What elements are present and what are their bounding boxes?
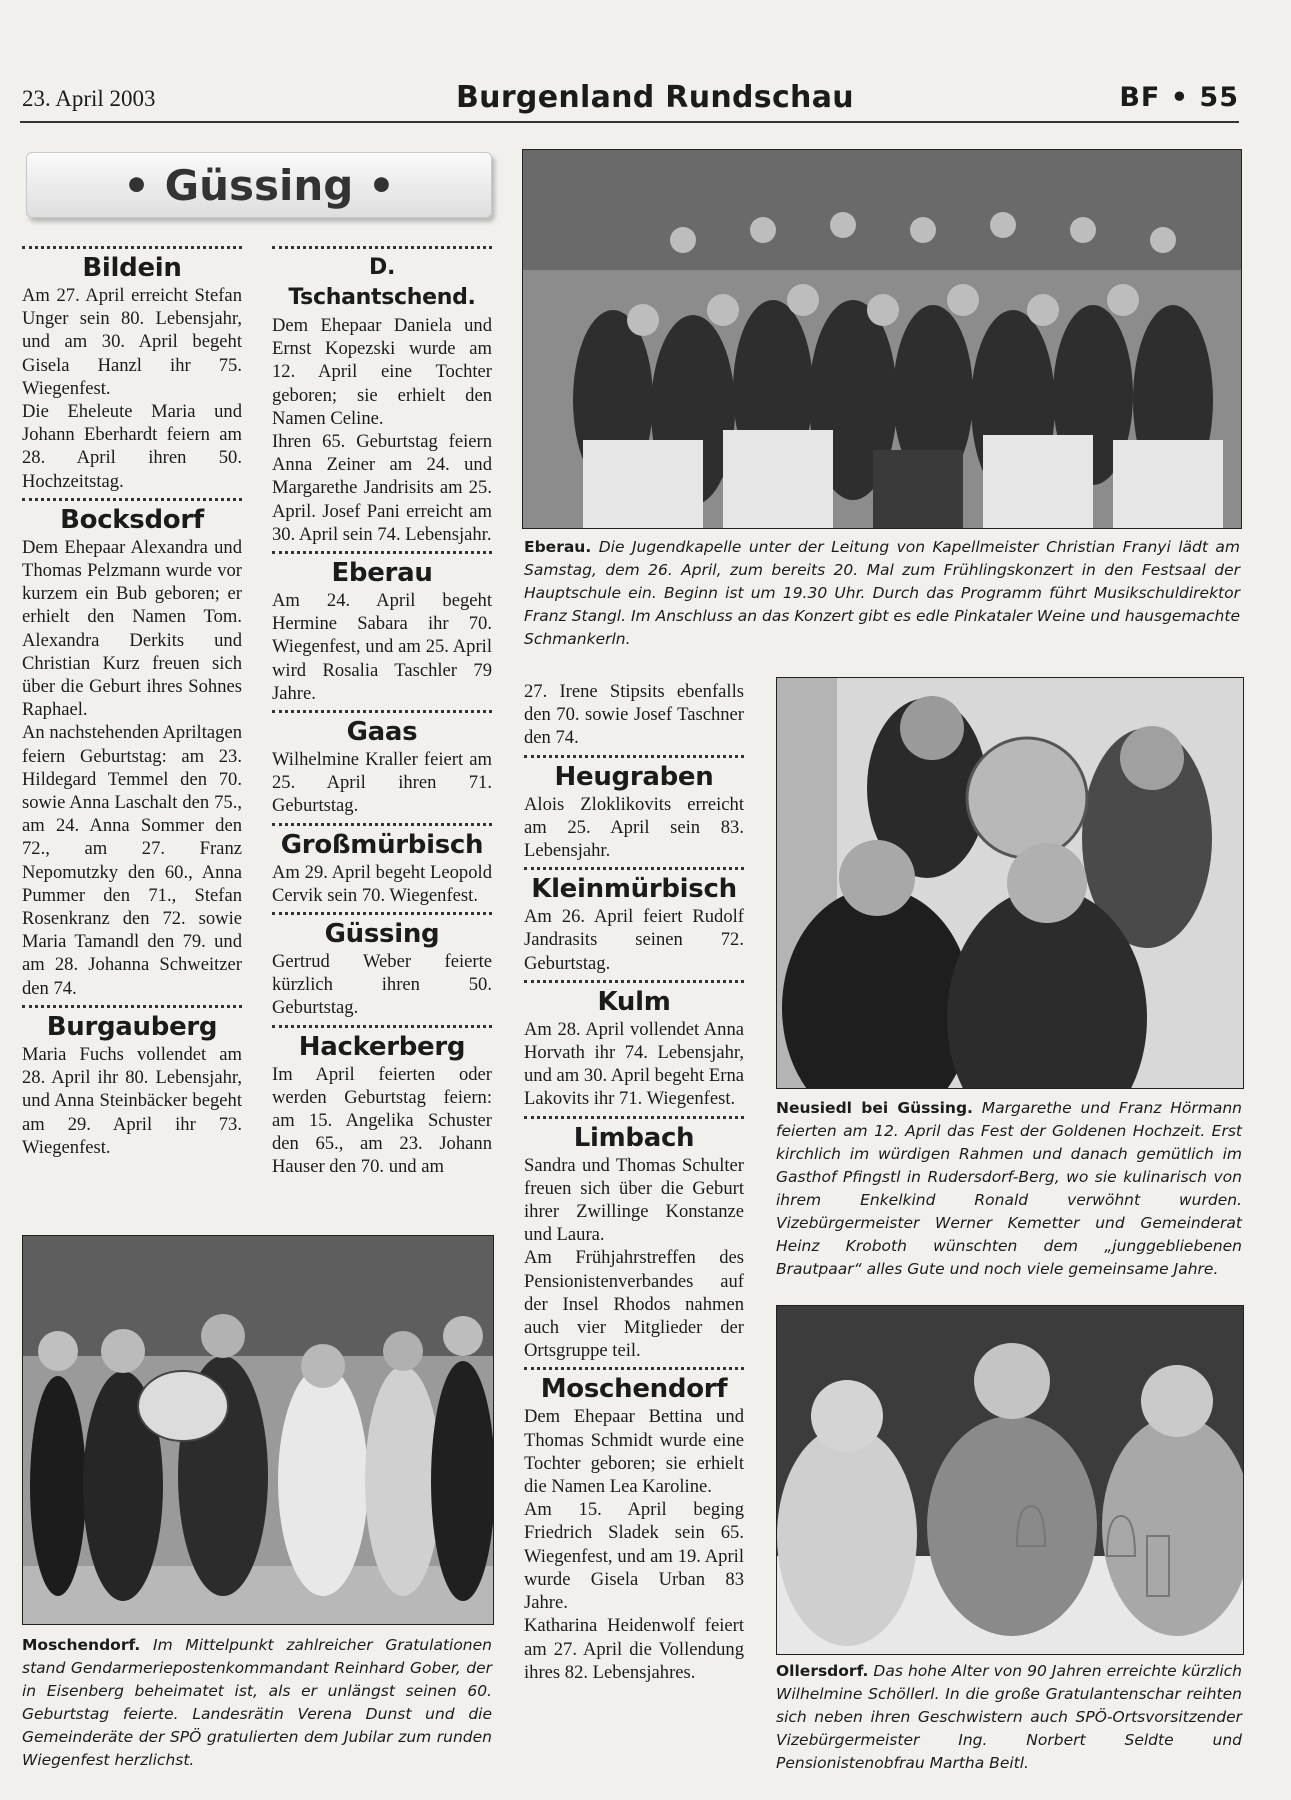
heading-burgauberg: Burgauberg <box>46 1011 218 1042</box>
text-bildein-2: Die Eheleute Maria und Johann Eberhardt feiern am 28. April ihren 50. Hochzeitstag. <box>22 401 242 492</box>
header-rule <box>20 121 1239 123</box>
heading-gaas: Gaas <box>346 717 418 748</box>
dotted-divider <box>524 980 744 983</box>
photo-neusiedl-illustration <box>777 678 1243 1088</box>
dotted-divider <box>22 246 242 249</box>
caption-ollersdorf <box>776 1660 1242 1775</box>
heading-limbach: Limbach <box>573 1122 695 1153</box>
dotted-divider <box>22 498 242 501</box>
text-gaas: Wilhelmine Kraller feiert am 25. April ihren 71. Geburtstag. <box>272 749 492 817</box>
caption-eberau-place: Eberau. <box>524 538 592 556</box>
newspaper-title: Burgenland Rundschau <box>456 80 854 115</box>
dotted-divider <box>524 867 744 870</box>
text-bildein: Am 27. April erreicht Stefan Unger sein 80. Lebensjahr, und am 30. April begeht Gisela Hanzl ihr 75. Wiegenfest. <box>22 285 242 399</box>
caption-neusiedl-text: Margarethe und Franz Hörmann feierten am 12. April das Fest der Goldenen Hochzeit. Erst kirchlich im würdigen Rahmen und danach gemütlich im Gasthof Pfingstl in Rudersdorf-Berg, wo sie kulinarisch von ihrem Enkelkind Ronald verwöhnt wurden. Vizebürgermeister Werner Kemetter und Gemeinderat Heinz Kroboth wünschten dem „junggebliebenen Brautpaar“ alles Gute und noch viele gemeinsame Jahre. <box>776 1099 1242 1278</box>
photo-moschendorf-illustration <box>23 1236 493 1624</box>
photo-ollersdorf-birthday <box>776 1305 1244 1655</box>
caption-eberau-text: Die Jugendkapelle unter der Leitung von Kapellmeister Christian Franyi lädt am Samstag, dem 26. April, zum bereits 20. Mal zum Frühlingskonzert in den Festsaal der Hauptschule ein. Beginn ist um 19.30 Uhr. Durch das Programm führt Musikschuldirektor Franz Stangl. Im Anschluss an das Konzert gibt es edle Pinkataler Weine und hausgemachte Schmankerln. <box>524 538 1240 648</box>
text-hackerberg-continued: 27. Irene Stipsits ebenfalls den 70. sowie Josef Taschner den 74. <box>524 681 744 749</box>
dotted-divider <box>272 912 492 915</box>
heading-moschendorf: Moschendorf <box>540 1374 728 1405</box>
heading-guessing: Güssing <box>324 919 440 950</box>
page-number: BF • 55 <box>1119 82 1239 113</box>
text-guessing: Gertrud Weber feierte kürzlich ihren 50. Geburtstag. <box>272 951 492 1019</box>
heading-grossmuerbisch: Großmürbisch <box>280 829 484 860</box>
dotted-divider <box>524 1367 744 1370</box>
text-kleinmuerbisch: Am 26. April feiert Rudolf Jandrasits seinen 72. Geburtstag. <box>524 906 744 974</box>
text-burgauberg: Maria Fuchs vollendet am 28. April ihr 80. Lebensjahr, und Anna Steinbäcker begeht am 29. April ihr 73. Wiegenfest. <box>22 1043 242 1158</box>
text-deutsch-tschantschendorf: Dem Ehepaar Daniela und Ernst Kopezski wurde am 12. April eine Tochter geboren; sie erhielt den Namen Celine. <box>272 315 492 429</box>
text-bocksdorf: Dem Ehepaar Alexandra und Thomas Pelzmann wurde vor kurzem ein Bub geboren; er erhielt den Namen Tom. Alexandra Derkits und Christian Kurz freuen sich über die Geburt ihres Sohnes Raphael. <box>22 536 242 721</box>
photo-ollersdorf-illustration <box>777 1306 1243 1654</box>
caption-moschendorf-text: Im Mittelpunkt zahlreicher Gratulationen stand Gendarmeriepostenkommandant Reinhard Gober, der in Eisenberg beheimatet ist, als er unlängst seinen 60. Geburtstag feierte. Landesrätin Verena Dunst und die Gemeinderäte der SPÖ gratulierten dem Jubilar zum runden Wiegenfest herzlichst. <box>22 1636 492 1769</box>
caption-neusiedl <box>776 1097 1242 1281</box>
text-kulm: Am 28. April vollendet Anna Horvath ihr 74. Lebensjahr, und am 30. April begeht Erna Lakovits ihr 71. Wiegenfest. <box>524 1018 744 1110</box>
heading-eberau: Eberau <box>331 558 433 589</box>
photo-eberau-illustration <box>523 150 1241 528</box>
text-heugraben: Alois Zloklikovits erreicht am 25. April sein 83. Lebensjahr. <box>524 793 744 862</box>
caption-neusiedl-place: Neusiedl bei Güssing. <box>776 1099 973 1117</box>
text-hackerberg: Im April feierten oder werden Geburtstag feiern: am 15. Angelika Schuster den 65., am 23. Johann Hauser den 70. und am <box>272 1063 492 1178</box>
photo-neusiedl-golden-wedding <box>776 677 1244 1089</box>
column-1 <box>22 246 242 1159</box>
caption-ollersdorf-text: Das hohe Alter von 90 Jahren erreichte kürzlich Wilhelmine Schöllerl. In die große Gratulantenschar reihten sich neben ihren Geschwistern auch SPÖ-Ortsvorsitzender Vizebürgermeister Ing. Norbert Seldte und Pensionistenobfrau Martha Beitl. <box>776 1662 1242 1772</box>
heading-bildein: Bildein <box>82 253 182 283</box>
dotted-divider <box>272 1025 492 1028</box>
caption-ollersdorf-place: Ollersdorf. <box>776 1662 869 1680</box>
heading-kleinmuerbisch: Kleinmürbisch <box>531 874 737 905</box>
text-eberau: Am 24. April begeht Hermine Sabara ihr 70. Wiegenfest, und am 25. April wird Rosalia Taschler 79 Jahre. <box>272 590 492 704</box>
photo-moschendorf-birthday <box>22 1235 494 1625</box>
issue-date: 23. April 2003 <box>22 86 156 111</box>
text-moschendorf: Dem Ehepaar Bettina und Thomas Schmidt wurde eine Tochter geboren; sie erhielt die Namen Lea Karoline. <box>524 1406 744 1498</box>
dotted-divider <box>524 1116 744 1119</box>
heading-kulm: Kulm <box>597 986 671 1017</box>
heading-hackerberg: Hackerberg <box>298 1031 466 1062</box>
text-deutsch-tschantschendorf-2: Ihren 65. Geburtstag feiern Anna Zeiner am 24. und Margarethe Jandrisits am 25. April. Josef Pani erreicht am 30. April sein 74. Lebensjahr. <box>272 431 492 545</box>
caption-moschendorf <box>22 1634 492 1772</box>
text-bocksdorf-2: An nachstehenden Apriltagen feiern Geburtstag: am 23. Hildegard Temmel den 70. sowie Anna Laschalt den 75., am 24. Anna Sommer den 72., am 27. Franz Nepomutzky den 60., Anna Pummer den 71., Stefan Rosenkranz den 72. sowie Maria Tamandl den 79. und am 28. Johanna Schweitzer den 74. <box>22 722 242 999</box>
photo-eberau-band <box>522 149 1242 529</box>
column-3 <box>524 680 744 1684</box>
text-limbach-2: Am Frühjahrstreffen des Pensionistenverbandes auf der Insel Rhodos nahmen auch vier Mitglieder der Ortsgruppe teil. <box>524 1247 744 1362</box>
dotted-divider <box>524 755 744 758</box>
dotted-divider <box>272 710 492 713</box>
heading-bocksdorf: Bocksdorf <box>60 504 204 535</box>
section-banner: • Güssing • <box>26 152 492 218</box>
dotted-divider <box>272 246 492 249</box>
caption-moschendorf-place: Moschendorf. <box>22 1636 141 1654</box>
column-2 <box>272 246 492 1179</box>
dotted-divider <box>22 1005 242 1008</box>
heading-heugraben: Heugraben <box>554 761 714 792</box>
heading-deutsch-tschantschendorf: D. Tschantschend. <box>288 255 476 310</box>
caption-eberau <box>524 536 1240 651</box>
text-grossmuerbisch: Am 29. April begeht Leopold Cervik sein 70. Wiegenfest. <box>272 861 492 906</box>
dotted-divider <box>272 551 492 554</box>
text-limbach: Sandra und Thomas Schulter freuen sich über die Geburt ihrer Zwillinge Konstanze und Laura. <box>524 1154 744 1246</box>
text-moschendorf-2: Am 15. April beging Friedrich Sladek sein 65. Wiegenfest, und am 19. April wurde Gisela Urban 83 Jahre. <box>524 1499 744 1614</box>
dotted-divider <box>272 823 492 826</box>
text-moschendorf-3: Katharina Heidenwolf feiert am 27. April die Vollendung ihres 82. Lebensjahres. <box>524 1615 744 1683</box>
